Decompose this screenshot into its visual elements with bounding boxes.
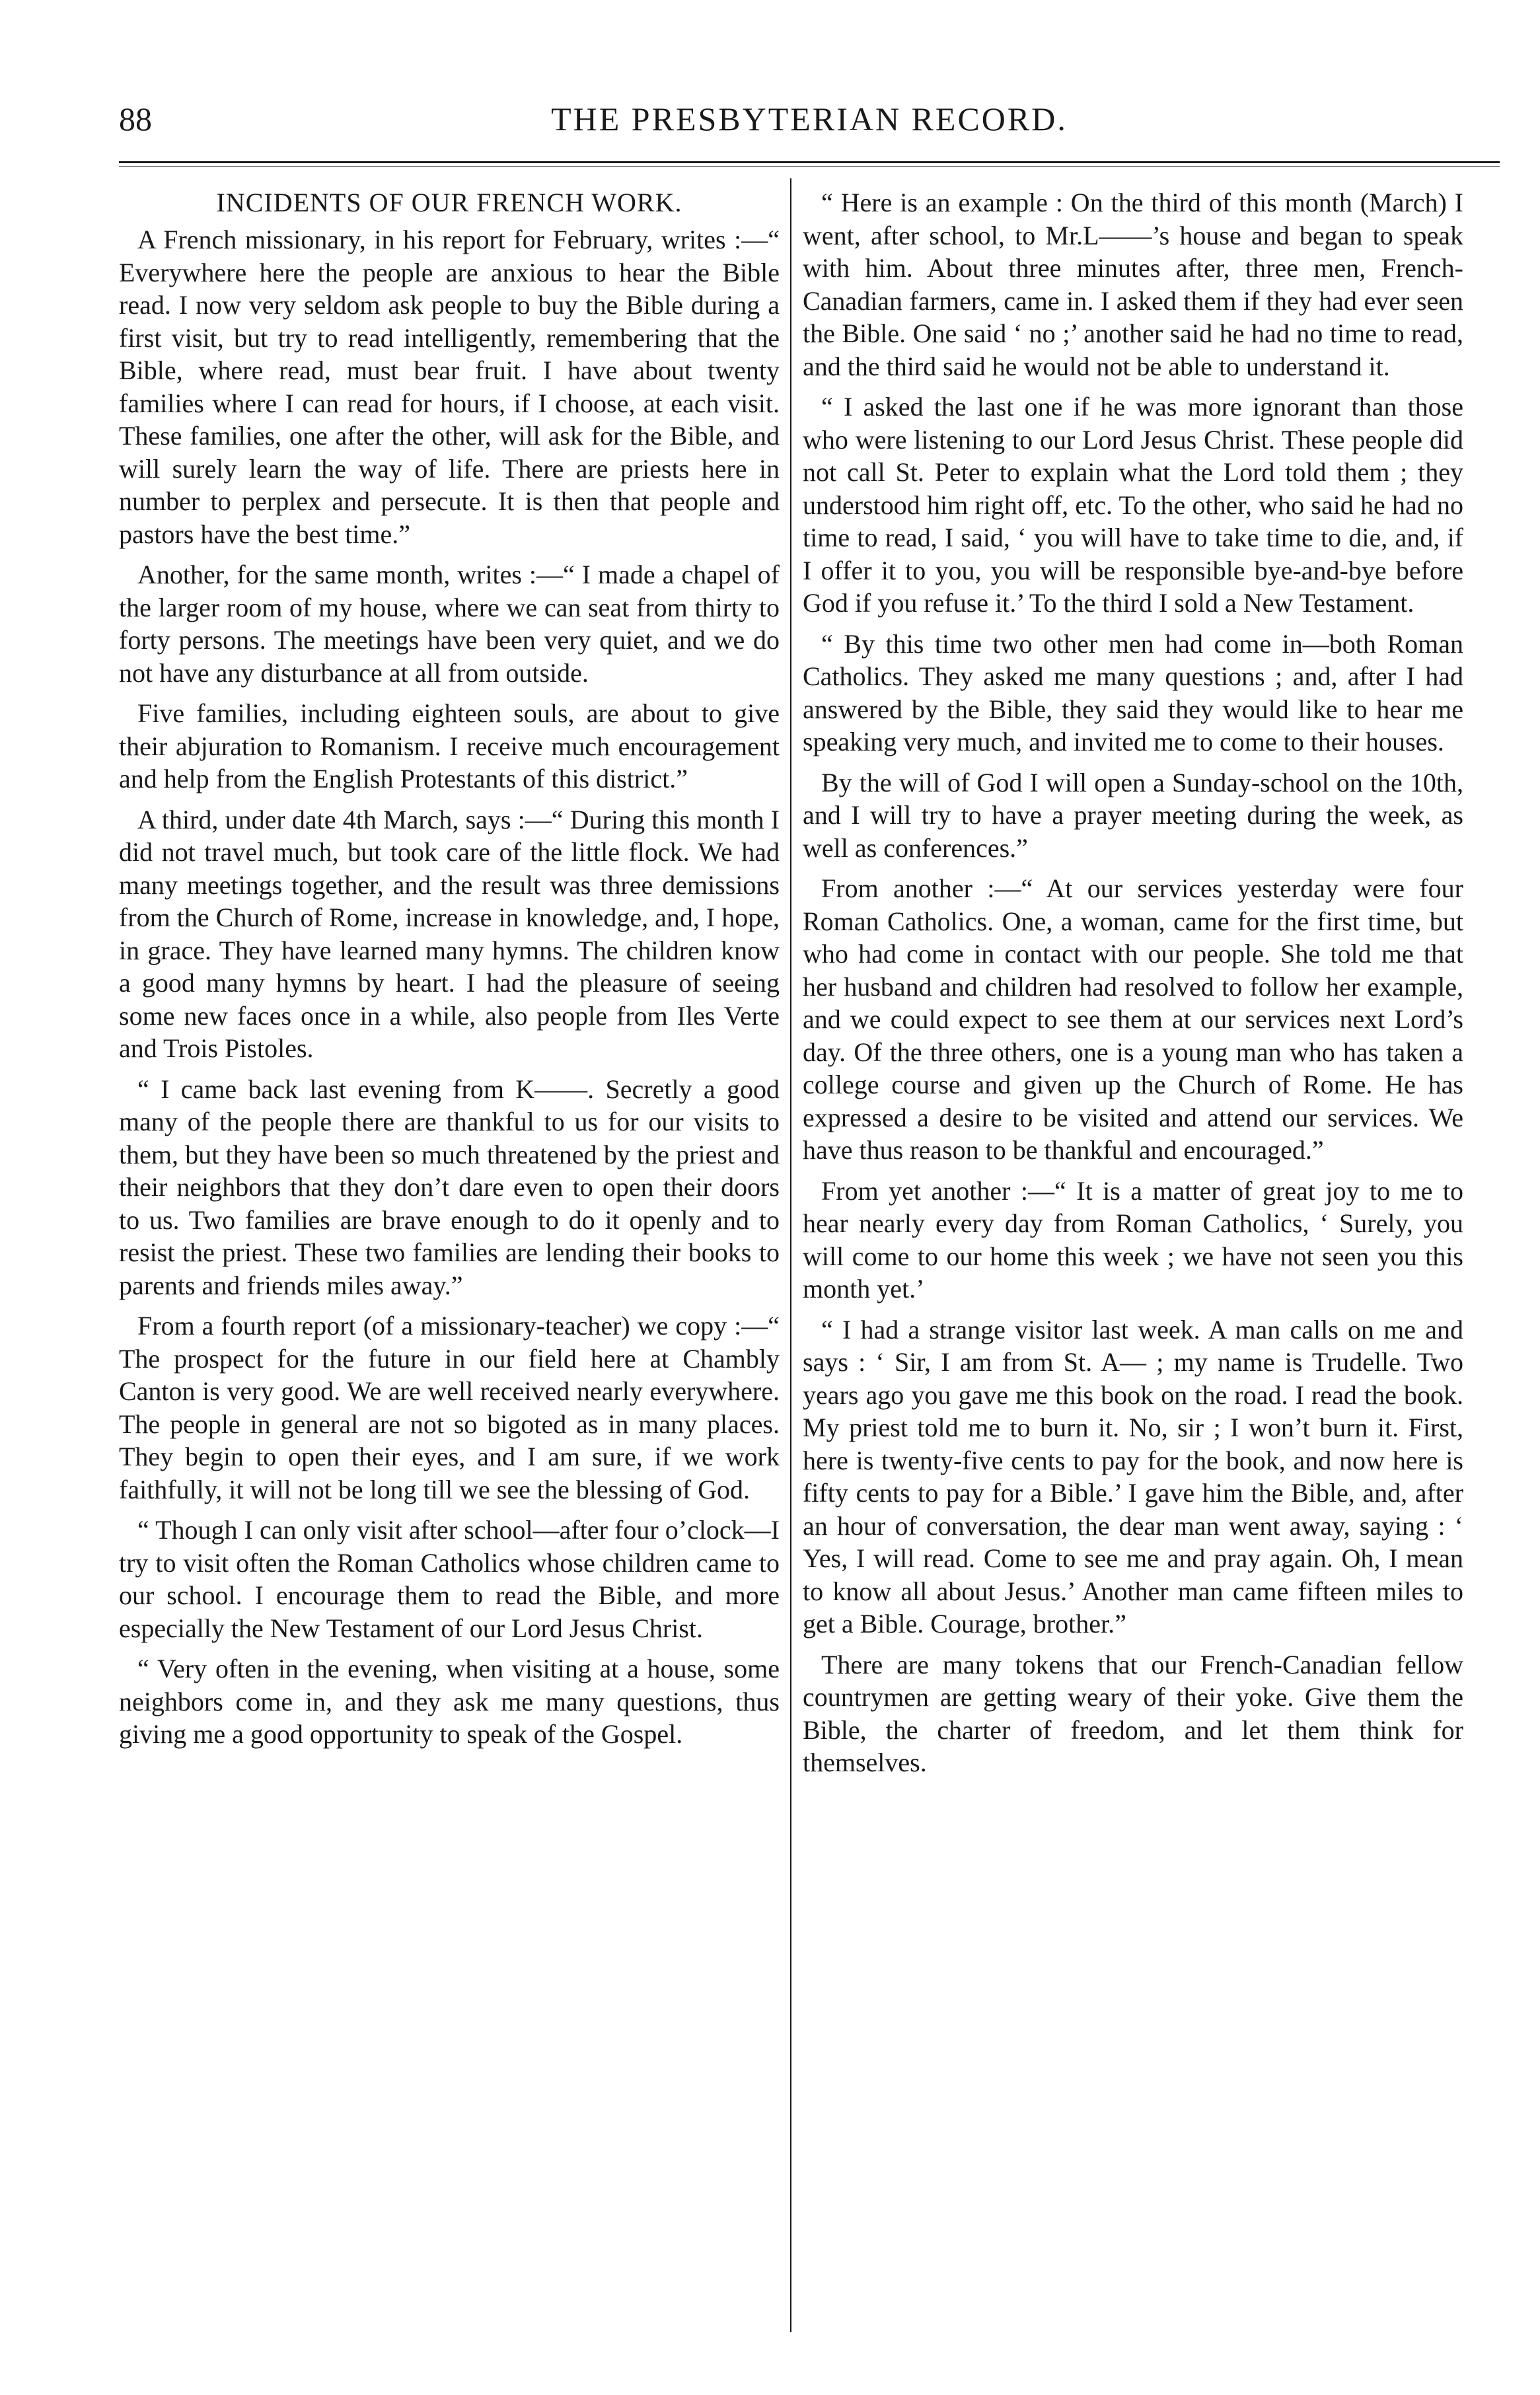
paragraph: From yet another :—“ It is a matter of great joy to me to hear nearly every day from Roman Catholics, ‘ Surely, you will come to our home this week ; we have not seen you this month yet.’: [803, 1175, 1463, 1304]
paragraph: “ Very often in the evening, when visiting at a house, some neighbors come in, and they ask me many questions, thus giving me a good opportunity to speak of the Gospel.: [119, 1654, 780, 1749]
paragraph: “ I came back last evening from K——. Secretly a good many of the people there are thankful to us for our visits to them, but they have been so much threatened by the priest and their neighbors that they don’t dare even to open their doors to us. Two families are brave enough to do it openly and to resist the priest. These two families are lending their books to parents and friends miles away.”: [119, 1074, 780, 1300]
paragraph: There are many tokens that our French-Canadian fellow countrymen are getting weary of their yoke. Give them the Bible, the charter of freedom, and let them think for themselves.: [803, 1649, 1463, 1777]
left-column: [119, 186, 780, 1759]
page-header: [119, 92, 1500, 152]
paragraph: A third, under date 4th March, says :—“ During this month I did not travel much, but took care of the little flock. We had many meetings together, and the result was three demissions from the Church of Rome, increase in knowledge, and, I hope, in grace. They have learned many hymns. The children know a good many hymns by heart. I had the pleasure of seeing some new faces once in a while, also people from Iles Verte and Trois Pistoles.: [119, 804, 780, 1063]
paragraph: “ I asked the last one if he was more ignorant than those who were listening to our Lord Jesus Christ. These people did not call St. Peter to explain what the Lord told them ; they understood him right off, etc. To the other, who said he had no time to read, I said, ‘ you will have to take time to die, and, if I offer it to you, you will be responsible bye-and-bye before God if you refuse it.’ To the third I sold a New Testament.: [803, 392, 1463, 618]
magazine-page: [119, 92, 1500, 2339]
paragraph: By the will of God I will open a Sunday-school on the 10th, and I will try to have a prayer meeting during the week, as well as conferences.”: [803, 767, 1463, 863]
paragraph: “ Here is an example : On the third of this month (March) I went, after school, to Mr.L——’s house and began to speak with him. About three minutes after, three men, French-Canadian farmers, came in. I asked them if they had ever seen the Bible. One said ‘ no ;’ another said he had no time to read, and the third said he would not be able to understand it.: [803, 188, 1463, 381]
header-rule: [119, 161, 1500, 163]
paragraph: A French missionary, in his report for February, writes :—“ Everywhere here the people are anxious to hear the Bible read. I now very seldom ask people to buy the Bible during a first visit, but try to read intelligently, remembering that the Bible, where read, must bear fruit. I have about twenty families where I can read for hours, if I choose, at each visit. These families, one after the other, will ask for the Bible, and will surely learn the way of life. There are priests here in number to perplex and persecute. It is then that people and pastors have the best time.”: [119, 225, 780, 549]
header-rule-thin: [119, 166, 1500, 167]
paragraph: “ I had a strange visitor last week. A man calls on me and says : ‘ Sir, I am from St. A— ; my name is Trudelle. Two years ago you gave me this book on the road. I read the book. My priest told me to burn it. No, sir ; I won’t burn it. First, here is twenty-five cents to pay for the book, and now here is fifty cents to pay for a Bible.’ I gave him the Bible, and, after an hour of conversation, the dear man went away, saying : ‘ Yes, I will read. Come to see me and pray again. Oh, I mean to know all about Jesus.’ Another man came fifteen miles to get a Bible. Courage, brother.”: [803, 1314, 1463, 1639]
running-title: THE PRESBYTERIAN RECORD.: [551, 100, 1068, 137]
page-number: 88: [119, 100, 152, 137]
right-column: [803, 186, 1463, 1787]
paragraph: Another, for the same month, writes :—“ I made a chapel of the larger room of my house, where we can seat from thirty to forty persons. The meetings have been very quiet, and we do not have any disturbance at all from outside.: [119, 560, 780, 688]
paragraph: From a fourth report (of a missionary-teacher) we copy :—“ The prospect for the future in our field here at Chambly Canton is very good. We are well received nearly everywhere. The people in general are not so bigoted as in many places. They begin to open their eyes, and I am sure, if we work faithfully, it will not be long till we see the blessing of God.: [119, 1311, 780, 1504]
article-title: INCIDENTS OF OUR FRENCH WORK.: [216, 188, 682, 217]
paragraph: “ By this time two other men had come in—both Roman Catholics. They asked me many questions ; and, after I had answered by the Bible, they said they would like to hear me speaking very much, and invited me to come to their houses.: [803, 628, 1463, 756]
paragraph: Five families, including eighteen souls, are about to give their abjuration to Romanism. I receive much encouragement and help from the English Protestants of this district.”: [119, 698, 780, 793]
paragraph: From another :—“ At our services yesterday were four Roman Catholics. One, a woman, came for the first time, but who had come in contact with our people. She told me that her husband and children had resolved to follow her example, and we could expect to see them at our services next Lord’s day. Of the three others, one is a young man who has taken a college course and given up the Church of Rome. He has expressed a desire to be visited and attend our services. We have thus reason to be thankful and encouraged.”: [803, 873, 1463, 1165]
paragraph: “ Though I can only visit after school—after four o’clock—I try to visit often the Roman Catholics whose children came to our school. I encourage them to read the Bible, and more especially the New Testament of our Lord Jesus Christ.: [119, 1515, 780, 1643]
column-divider: [790, 178, 791, 2332]
